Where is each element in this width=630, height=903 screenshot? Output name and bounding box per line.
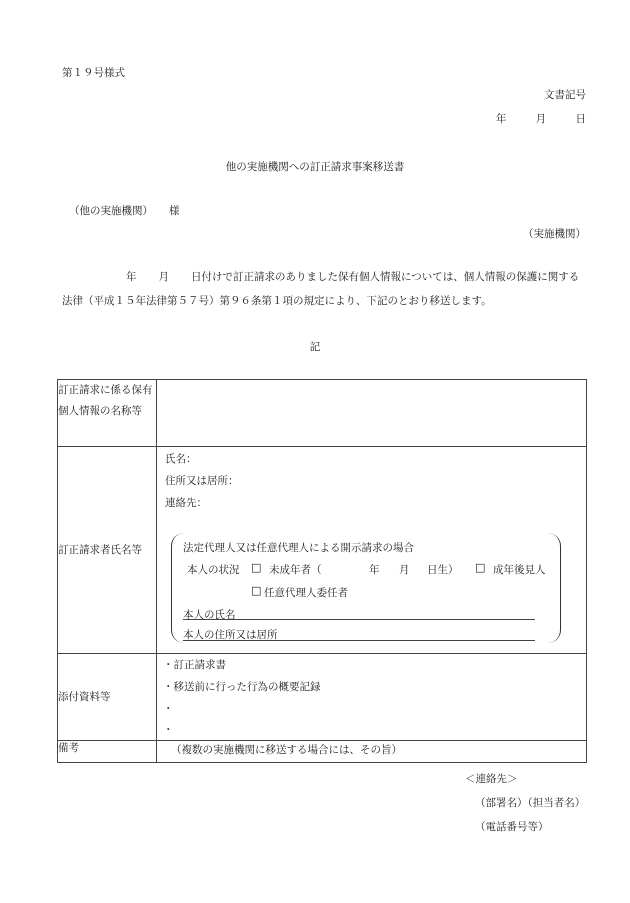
row-label-attachments: 添付資料等 [58, 654, 157, 741]
attachment-item: ・訂正請求書 [163, 659, 226, 671]
info-name-value [157, 380, 587, 447]
birth-day: 日生） [427, 564, 459, 576]
document-title: 他の実施機関への訂正請求事案移送書 [225, 161, 405, 173]
agent-heading: 法定代理人又は任意代理人による開示請求の場合 [183, 542, 414, 554]
contact-dept-person: （部署名）（担当者名） [475, 797, 586, 809]
attachments-list [157, 654, 587, 741]
date-day: 日 [575, 113, 586, 125]
minor-label: 未成年者（ [269, 564, 322, 576]
details-table [57, 379, 587, 763]
requester-details [157, 447, 587, 654]
row-label-info-name: 訂正請求に係る保有個人情報の名称等 [58, 380, 157, 447]
adult-guardian-checkbox[interactable]: □ [475, 561, 486, 574]
attachment-item: ・移送前に行った行為の概要記録 [163, 681, 321, 693]
body-line-2: 法律（平成１５年法律第５７号）第９６条第１項の規定により、下記のとおり移送します。 [62, 295, 492, 307]
recipient-name: （他の実施機関） [69, 205, 153, 217]
contact-heading: ＜連絡先＞ [465, 773, 518, 785]
principal-name-line [183, 619, 535, 620]
requester-contact-label: 連絡先： [165, 497, 207, 509]
birth-year: 年 [369, 564, 380, 576]
recipient-honorific: 様 [169, 205, 180, 217]
adult-guardian-label: 成年後見人 [493, 564, 546, 576]
table-row [58, 447, 587, 654]
recipient [69, 205, 180, 218]
principal-status-label: 本人の状況 [187, 564, 240, 576]
table-row [58, 380, 587, 447]
minor-checkbox[interactable]: □ [251, 561, 262, 574]
document-code: 文書記号 [544, 89, 586, 101]
form-number: 第１９号様式 [62, 67, 125, 79]
ki-heading: 記 [309, 341, 321, 353]
contact-phone: （電話番号等） [475, 821, 549, 833]
attachment-item: ・ [163, 703, 174, 715]
body-year: 年 [126, 271, 137, 283]
sender: （実施機関） [523, 228, 586, 240]
attachment-item: ・ [163, 724, 174, 736]
row-label-remarks: 備考 [58, 741, 157, 763]
table-row [58, 741, 587, 763]
principal-address-line [183, 640, 535, 641]
principal-name-label: 本人の氏名 [183, 609, 236, 621]
requester-name-label: 氏名： [165, 453, 197, 465]
table-row [58, 654, 587, 741]
requester-address-label: 住所又は居所： [165, 475, 239, 487]
principal-address-label: 本人の住所又は居所 [183, 629, 278, 641]
birth-month: 月 [399, 564, 410, 576]
delegator-label: 任意代理人委任者 [264, 587, 348, 599]
body-line-1 [62, 271, 579, 284]
date-year: 年 [495, 113, 507, 125]
remarks-value: （複数の実施機関に移送する場合には、その旨） [157, 741, 587, 763]
body-line-1-text: 日付けで訂正請求のありました保有個人情報については、個人情報の保護に関する [191, 271, 580, 283]
row-label-requester: 訂正請求者氏名等 [58, 447, 157, 654]
delegator-checkbox[interactable]: □ [251, 584, 262, 597]
date-month: 月 [535, 113, 547, 125]
body-month: 月 [158, 271, 169, 283]
date-line [476, 113, 586, 126]
